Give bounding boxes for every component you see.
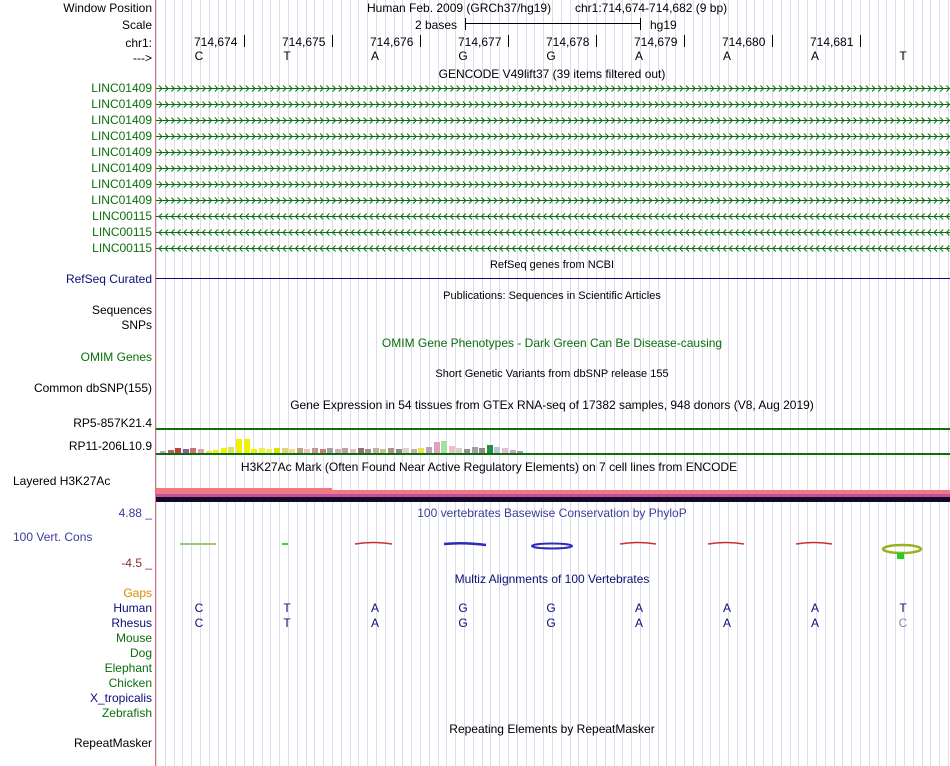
gridline [948, 0, 949, 766]
gridline [244, 0, 245, 766]
phylop-mark-10 [897, 553, 904, 559]
ruler-tick [244, 35, 245, 47]
phylop-plot[interactable] [156, 518, 950, 564]
phylop-mark-5 [532, 544, 572, 549]
gridline [798, 0, 799, 766]
gridline [658, 0, 659, 766]
gridline [886, 0, 887, 766]
gridline [376, 0, 377, 766]
ruler-tick [772, 35, 773, 47]
gridline [649, 0, 650, 766]
gencode-gene-label[interactable]: LINC00115 [92, 209, 152, 223]
gridline [816, 0, 817, 766]
gridline [394, 0, 395, 766]
gencode-gene-feature[interactable] [156, 116, 950, 125]
gridline [156, 0, 157, 766]
omim-track-label[interactable]: OMIM Genes [80, 350, 152, 364]
ruler-coordinate: 714,678 [546, 35, 590, 49]
gridline [807, 0, 808, 766]
ruler-tick [860, 35, 861, 47]
gridline [464, 0, 465, 766]
gridline [218, 0, 219, 766]
phylop-svg [156, 518, 950, 564]
gridline [666, 0, 667, 766]
gencode-gene-feature[interactable] [156, 244, 950, 253]
gridline [737, 0, 738, 766]
gencode-gene-label[interactable]: LINC01409 [91, 81, 152, 95]
gridline [790, 0, 791, 766]
gridline [438, 0, 439, 766]
gtex-expression-bars[interactable] [156, 420, 556, 454]
gridline [763, 0, 764, 766]
gridline [578, 0, 579, 766]
refseq-track-title: RefSeq genes from NCBI [489, 259, 615, 271]
gridline [878, 0, 879, 766]
gridline [693, 0, 694, 766]
gridline [191, 0, 192, 766]
multiz-base: A [722, 601, 732, 615]
gridline [922, 0, 923, 766]
ruler-coordinate: 714,674 [194, 35, 238, 49]
ruler-coordinate: 714,675 [282, 35, 326, 49]
ruler-base: C [194, 49, 204, 63]
gridline [851, 0, 852, 766]
gridline [385, 0, 386, 766]
gridline [913, 0, 914, 766]
gridline [350, 0, 351, 766]
gencode-gene-label[interactable]: LINC01409 [91, 129, 152, 143]
multiz-species-label[interactable]: Mouse [115, 631, 152, 645]
multiz-species-label[interactable]: Dog [129, 646, 152, 660]
track-label-column [0, 0, 155, 766]
gridline [235, 0, 236, 766]
refseq-feature-line[interactable] [156, 278, 950, 279]
gridline [710, 0, 711, 766]
ruler-coordinate: 714,680 [722, 35, 766, 49]
gridline [288, 0, 289, 766]
ruler-base: A [634, 49, 644, 63]
gridline [270, 0, 271, 766]
gridline [226, 0, 227, 766]
phylop-mark-6 [620, 543, 656, 545]
dbsnp-track-label[interactable]: Common dbSNP(155) [33, 381, 152, 395]
gencode-gene-feature[interactable] [156, 164, 950, 173]
gencode-gene-label[interactable]: LINC01409 [91, 97, 152, 111]
ruler-tick [332, 35, 333, 47]
gencode-gene-feature[interactable] [156, 180, 950, 189]
multiz-species-label[interactable]: X_tropicalis [89, 691, 152, 705]
window-position-label[interactable]: Window Position [63, 1, 152, 15]
gridline [543, 0, 544, 766]
multiz-species-label[interactable]: Zebrafish [101, 706, 152, 720]
gridline [614, 0, 615, 766]
ruler-tick [508, 35, 509, 47]
gridline [165, 0, 166, 766]
omim-track-title: OMIM Gene Phenotypes - Dark Green Can Be Disease-causing [381, 336, 723, 350]
gtex-bar [244, 439, 250, 454]
ruler-base: A [722, 49, 732, 63]
gridline [869, 0, 870, 766]
gridline [939, 0, 940, 766]
phylop-mark-8 [796, 543, 832, 545]
multiz-base: G [458, 616, 468, 630]
ruler-base: A [370, 49, 380, 63]
gridline [860, 0, 861, 766]
multiz-track-title: Multiz Alignments of 100 Vertebrates [454, 572, 650, 586]
phylop-min-label: -4.5 _ [121, 556, 152, 570]
ruler-base: T [283, 49, 291, 63]
gencode-gene-label[interactable]: LINC00115 [92, 225, 152, 239]
ruler-base: T [899, 49, 907, 63]
gridline [482, 0, 483, 766]
gridline [728, 0, 729, 766]
gridline [262, 0, 263, 766]
multiz-base: C [194, 601, 204, 615]
gridline [596, 0, 597, 766]
gencode-gene-feature[interactable] [156, 84, 950, 93]
gridline [746, 0, 747, 766]
publications-track-label[interactable]: Sequences [91, 303, 152, 317]
scale-bar [465, 18, 641, 30]
multiz-species-label[interactable]: Chicken [108, 676, 152, 690]
gridline [446, 0, 447, 766]
gtex-gene-line-2[interactable] [156, 453, 950, 455]
gridline [754, 0, 755, 766]
dbsnp-track-title: Short Genetic Variants from dbSNP release 155 [435, 368, 669, 380]
gridline [279, 0, 280, 766]
multiz-base: A [634, 616, 644, 630]
gridline [781, 0, 782, 766]
gridline [402, 0, 403, 766]
gtex-bar [236, 439, 242, 454]
gridline [517, 0, 518, 766]
ruler-coordinate: 714,679 [634, 35, 678, 49]
multiz-base: A [810, 601, 820, 615]
snps-track-label[interactable]: SNPs [121, 318, 152, 332]
gridline [411, 0, 412, 766]
refseq-track-label[interactable]: RefSeq Curated [65, 272, 152, 286]
gridline [834, 0, 835, 766]
gridline [182, 0, 183, 766]
gridline [429, 0, 430, 766]
phylop-track-label[interactable]: 100 Vert. Cons [13, 530, 93, 544]
ruler-base: A [810, 49, 820, 63]
phylop-track-title: 100 vertebrates Basewise Conservation by PhyloP [417, 506, 687, 520]
repeatmasker-track-title: Repeating Elements by RepeatMasker [449, 722, 655, 736]
gencode-gene-label[interactable]: LINC01409 [91, 145, 152, 159]
phylop-mark-7 [708, 543, 744, 545]
gencode-gene-feature[interactable] [156, 100, 950, 109]
gridline [930, 0, 931, 766]
multiz-base: T [283, 616, 291, 630]
gridline [675, 0, 676, 766]
gridline [605, 0, 606, 766]
gridline [209, 0, 210, 766]
gridline [174, 0, 175, 766]
track-data-area[interactable] [156, 0, 950, 766]
ruler-coordinate: 714,677 [458, 35, 502, 49]
phylop-max-label: 4.88 _ [118, 506, 152, 520]
assembly-title: Human Feb. 2009 (GRCh37/hg19) [367, 1, 552, 15]
gencode-gene-feature[interactable] [156, 148, 950, 157]
multiz-base: A [810, 616, 820, 630]
gridline [314, 0, 315, 766]
position-readout: chr1:714,674-714,682 (9 bp) [575, 1, 728, 15]
gridline [622, 0, 623, 766]
gencode-gene-feature[interactable] [156, 132, 950, 141]
multiz-base: C [898, 616, 908, 630]
ruler-coordinate: 714,681 [810, 35, 854, 49]
phylop-mark-3 [355, 543, 392, 545]
ruler-base: G [458, 49, 468, 63]
gridline [640, 0, 641, 766]
gridline [684, 0, 685, 766]
gaps-label[interactable]: Gaps [123, 586, 152, 600]
gridline [297, 0, 298, 766]
gridline [719, 0, 720, 766]
scale-label[interactable]: Scale [121, 18, 152, 32]
gridline [420, 0, 421, 766]
multiz-base: G [546, 616, 556, 630]
gridline [367, 0, 368, 766]
scale-db: hg19 [650, 18, 677, 32]
ruler-tick [596, 35, 597, 47]
gridline [323, 0, 324, 766]
gridline [358, 0, 359, 766]
gencode-gene-label[interactable]: LINC01409 [91, 193, 152, 207]
gridline [490, 0, 491, 766]
ruler-base: G [546, 49, 556, 63]
gridline [587, 0, 588, 766]
gridline [253, 0, 254, 766]
phylop-mark-4 [444, 543, 486, 545]
multiz-base: C [194, 616, 204, 630]
repeatmasker-track-label[interactable]: RepeatMasker [73, 736, 152, 750]
gridline [904, 0, 905, 766]
gridline [702, 0, 703, 766]
gridline [561, 0, 562, 766]
gtex-track-title: Gene Expression in 54 tissues from GTEx RNA-seq of 17382 samples, 948 donors (V8, Aug 2019) [290, 398, 814, 412]
gridline [825, 0, 826, 766]
gridline [534, 0, 535, 766]
gencode-gene-label[interactable]: LINC01409 [91, 161, 152, 175]
gridline [306, 0, 307, 766]
multiz-species-label[interactable]: Rhesus [111, 616, 152, 630]
gridline [842, 0, 843, 766]
gtex-gene-label-2[interactable]: RP11-206L10.9 [68, 439, 152, 453]
publications-track-title: Publications: Sequences in Scientific Articles [443, 290, 661, 302]
multiz-base: A [370, 601, 380, 615]
multiz-base: A [634, 601, 644, 615]
gridline [332, 0, 333, 766]
gridline [455, 0, 456, 766]
gridline [508, 0, 509, 766]
gridline [895, 0, 896, 766]
gencode-track-title: GENCODE V49lift37 (39 items filtered out) [438, 67, 666, 81]
multiz-base: G [458, 601, 468, 615]
multiz-species-label[interactable]: Human [113, 601, 152, 615]
gencode-gene-feature[interactable] [156, 228, 950, 237]
chr-label[interactable]: chr1: [125, 36, 152, 50]
gridline [631, 0, 632, 766]
gridline [526, 0, 527, 766]
h3k27ac-signal[interactable] [156, 486, 950, 503]
ruler-tick [684, 35, 685, 47]
strand-label[interactable]: ---> [133, 51, 152, 65]
gridline [200, 0, 201, 766]
gridline [552, 0, 553, 766]
scale-bar-text: 2 bases [415, 18, 458, 32]
multiz-base: T [899, 601, 907, 615]
gridline [570, 0, 571, 766]
h3k27ac-track-label[interactable]: Layered H3K27Ac [13, 474, 111, 488]
gridline [772, 0, 773, 766]
gridline [473, 0, 474, 766]
multiz-base: T [283, 601, 291, 615]
gridline [341, 0, 342, 766]
ruler-coordinate: 714,676 [370, 35, 414, 49]
gencode-gene-label[interactable]: LINC00115 [92, 241, 152, 255]
multiz-base: A [370, 616, 380, 630]
gencode-gene-feature[interactable] [156, 212, 950, 221]
multiz-species-label[interactable]: Elephant [104, 661, 152, 675]
gencode-gene-feature[interactable] [156, 196, 950, 205]
multiz-base: G [546, 601, 556, 615]
gridline [499, 0, 500, 766]
multiz-base: A [722, 616, 732, 630]
h3k27ac-track-title: H3K27Ac Mark (Often Found Near Active Regulatory Elements) on 7 cell lines from ENCODE [240, 460, 738, 474]
gtex-gene-label-1[interactable]: RP5-857K21.4 [73, 416, 152, 430]
phylop-mark-9 [883, 545, 921, 553]
gencode-gene-label[interactable]: LINC01409 [91, 177, 152, 191]
ruler-tick [420, 35, 421, 47]
gencode-gene-label[interactable]: LINC01409 [91, 113, 152, 127]
